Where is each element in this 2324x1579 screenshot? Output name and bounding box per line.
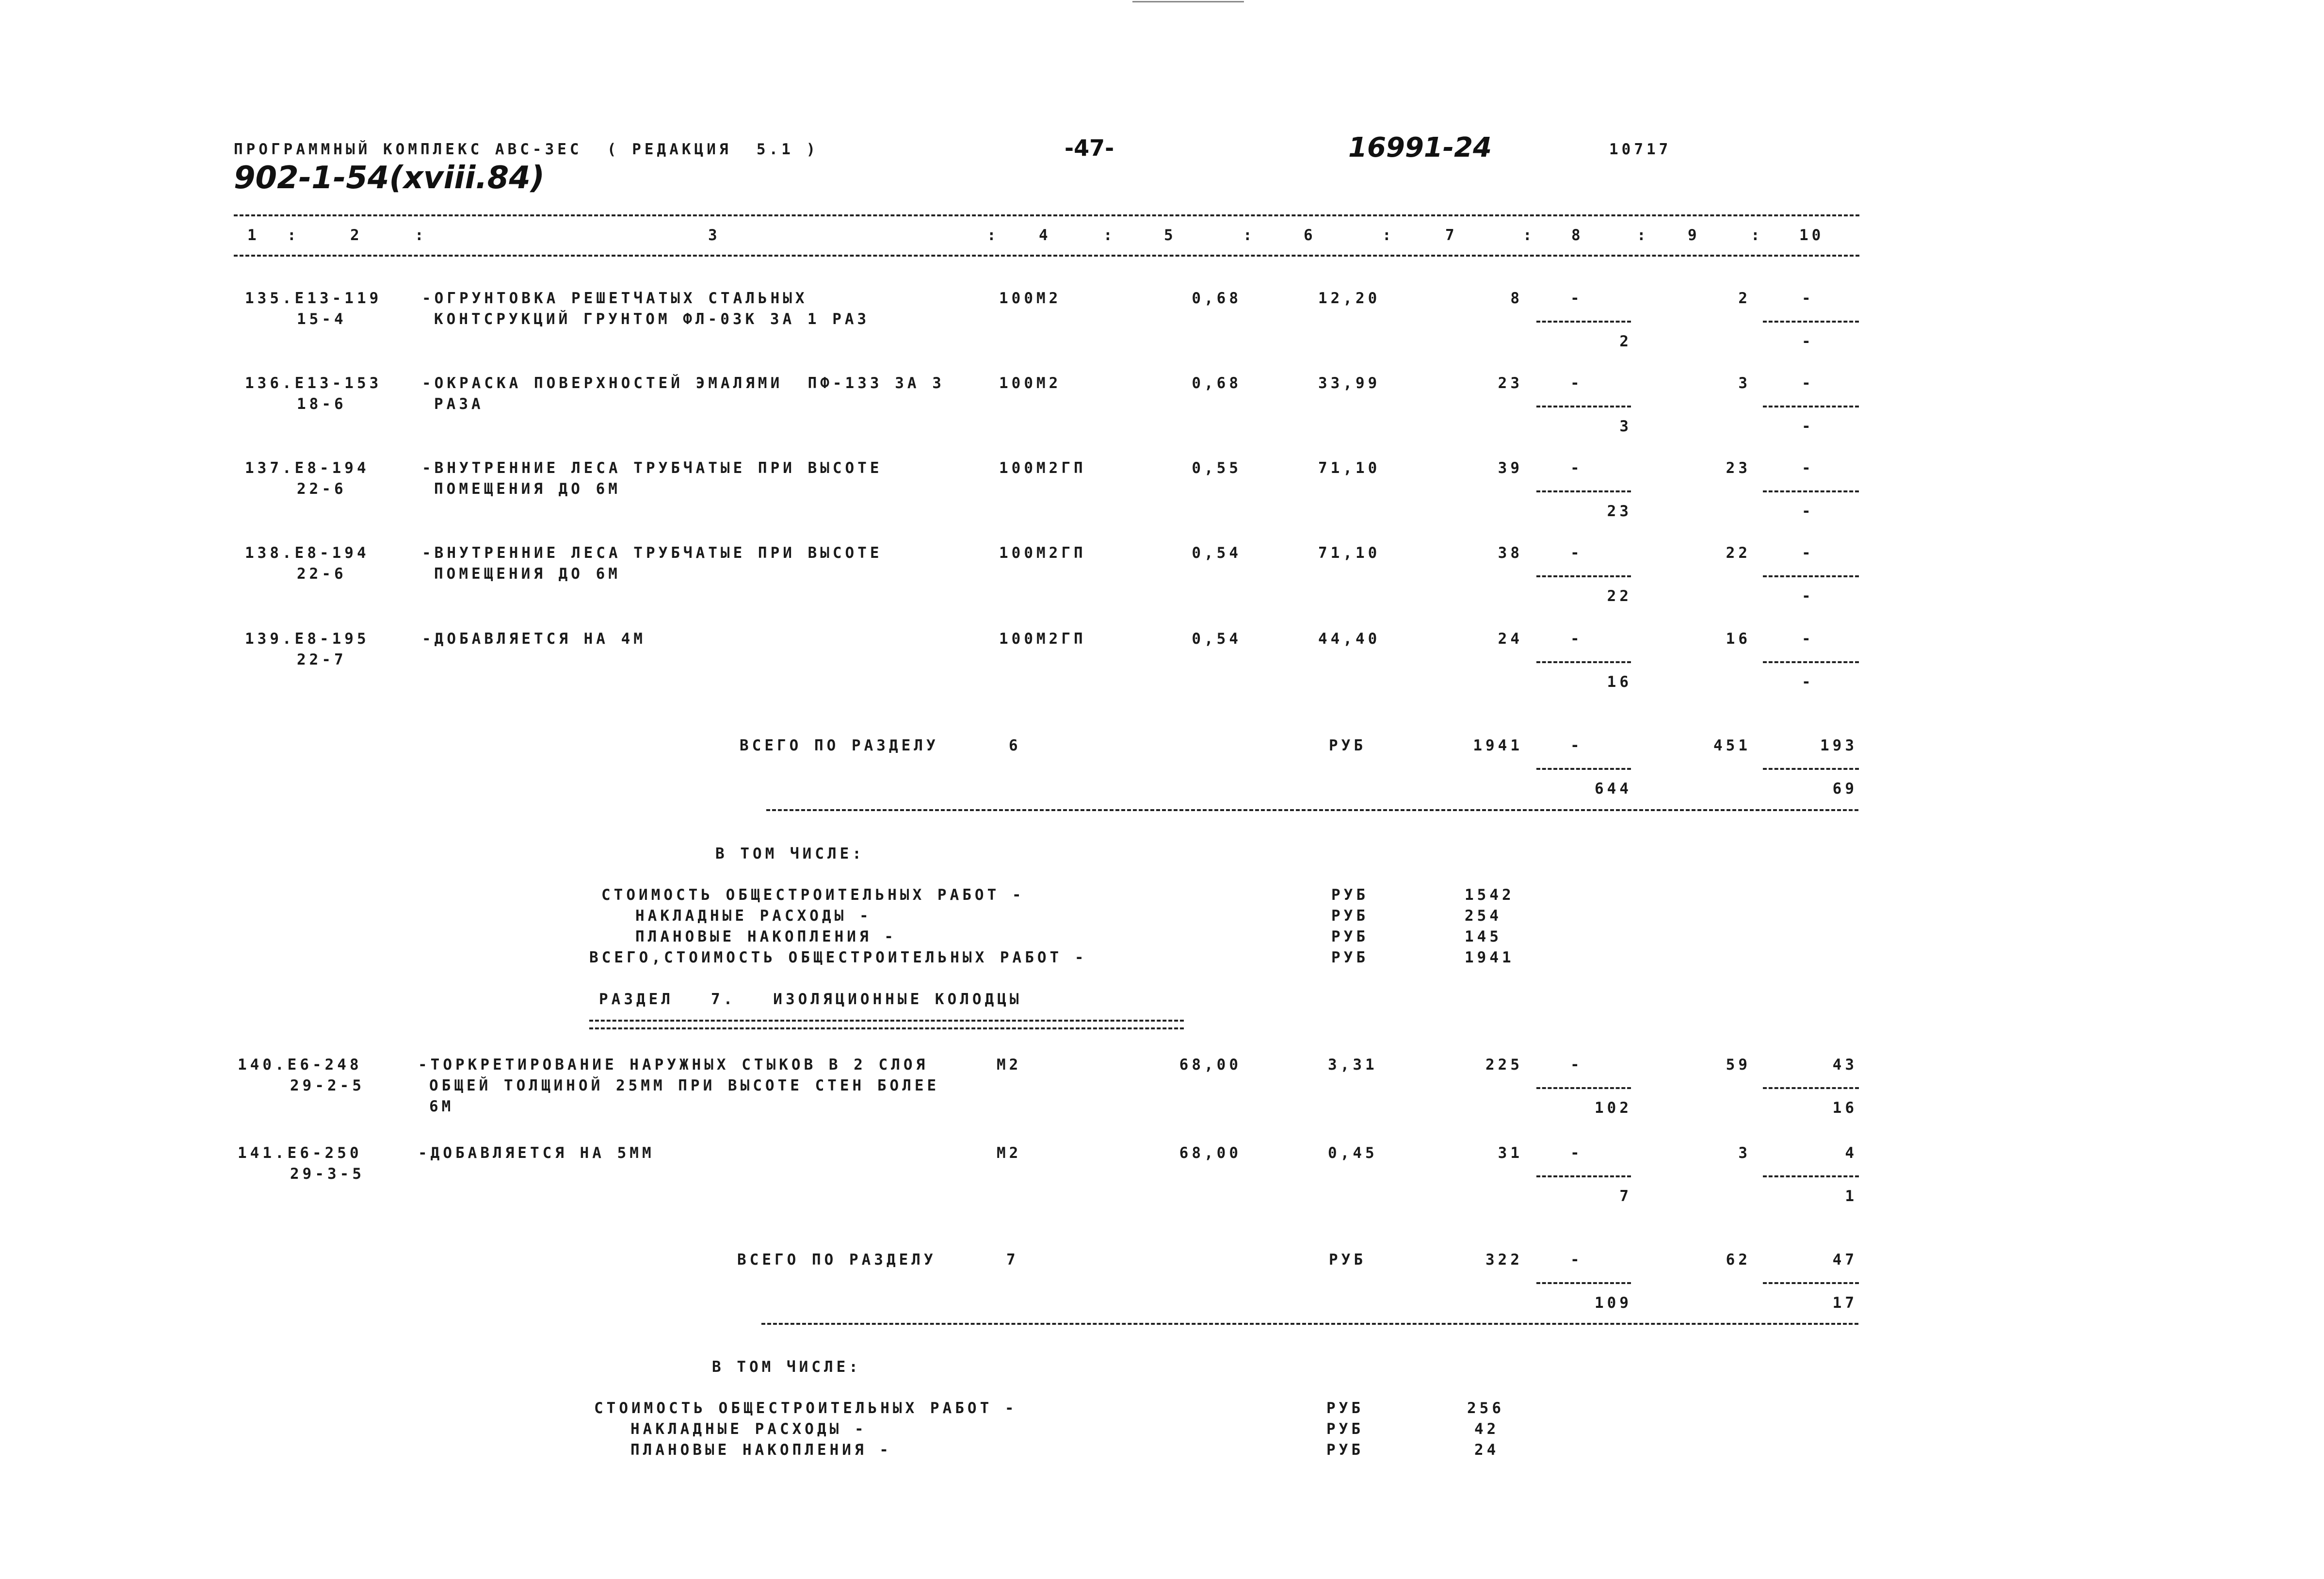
breakdown-title: В ТОМ ЧИСЛЕ: (715, 845, 865, 863)
row-description: -ВНУТРЕННИЕ ЛЕСА ТРУБЧАТЫЕ ПРИ ВЫСОТЕ (422, 459, 883, 477)
breakdown-unit: РУБ (1331, 886, 1369, 904)
row-total: 225 (1485, 1056, 1523, 1074)
row-col8-top: - (1570, 1144, 1583, 1162)
row-unit: М2 (997, 1144, 1022, 1162)
breakdown-unit: РУБ (1331, 928, 1369, 945)
row-description: -ОКРАСКА ПОВЕРХНОСТЕЙ ЭМАЛЯМИ ПФ-133 ЗА 3 (422, 374, 945, 392)
row-col10-bottom: - (1802, 333, 1814, 350)
row-subcode: 22-6 (297, 480, 347, 498)
row-col10-rule (1763, 1087, 1859, 1089)
row-subcode: 29-3-5 (290, 1165, 365, 1183)
total-col10-rule (1763, 1282, 1859, 1284)
row-col8-rule (1536, 1175, 1631, 1177)
row-total: 23 (1498, 374, 1523, 392)
total-col8-bottom: 109 (1595, 1294, 1632, 1312)
row-description: -ОГРУНТОВКА РЕШЕТЧАТЫХ СТАЛЬНЫХ (422, 290, 808, 307)
row-col10-top: - (1802, 630, 1814, 648)
row-col10-bottom: - (1802, 418, 1814, 435)
row-col10-rule (1763, 575, 1859, 577)
breakdown-unit: РУБ (1326, 1420, 1364, 1438)
row-subcode: 18-6 (297, 395, 347, 413)
row-col8-rule (1536, 321, 1631, 323)
row-col9: 59 (1726, 1056, 1751, 1074)
row-unit: М2 (997, 1056, 1022, 1074)
breakdown-value: 254 (1465, 907, 1502, 925)
row-quantity: 0,54 (1192, 544, 1242, 562)
column-header: 4 (1039, 227, 1051, 244)
breakdown-label: НАКЛАДНЫЕ РАСХОДЫ - (630, 1420, 867, 1438)
row-col8-top: - (1570, 630, 1583, 648)
row-col8-bottom: 3 (1619, 418, 1632, 435)
breakdown-title: В ТОМ ЧИСЛЕ: (712, 1358, 861, 1376)
breakdown-unit: РУБ (1331, 907, 1369, 925)
section-separator (761, 1323, 1858, 1325)
row-col9: 2 (1738, 290, 1751, 307)
row-subcode: 22-6 (297, 565, 347, 583)
total-col8-bottom: 644 (1595, 780, 1632, 798)
section-heading: РАЗДЕЛ 7. ИЗОЛЯЦИОННЫЕ КОЛОДЦЫ (599, 991, 1022, 1008)
row-subcode: 29-2-5 (290, 1077, 365, 1094)
row-col8-rule (1536, 490, 1631, 492)
row-col8-top: - (1570, 544, 1583, 562)
row-description: -ВНУТРЕННИЕ ЛЕСА ТРУБЧАТЫЕ ПРИ ВЫСОТЕ (422, 544, 883, 562)
row-unit-price: 12,20 (1318, 290, 1381, 307)
row-description: -ДОБАВЛЯЕТСЯ НА 4М (422, 630, 646, 648)
total-unit: РУБ (1329, 1251, 1366, 1269)
row-quantity: 0,54 (1192, 630, 1242, 648)
row-col10-top: 4 (1845, 1144, 1857, 1162)
handwritten-project-number: 902-1-54(xviii.84) (234, 160, 545, 196)
row-col10-bottom: 16 (1832, 1099, 1857, 1117)
row-quantity: 68,00 (1179, 1056, 1242, 1074)
total-section-number: 6 (1009, 737, 1021, 754)
row-col9: 3 (1738, 374, 1751, 392)
row-col10-bottom: 1 (1845, 1188, 1857, 1205)
row-col8-top: - (1570, 459, 1583, 477)
row-col10-top: - (1802, 290, 1814, 307)
row-col9: 16 (1726, 630, 1751, 648)
row-col9: 3 (1738, 1144, 1751, 1162)
row-col8-top: - (1570, 374, 1583, 392)
row-col10-bottom: - (1802, 503, 1814, 520)
row-quantity: 0,68 (1192, 290, 1242, 307)
row-col8-top: - (1570, 290, 1583, 307)
breakdown-label: ВСЕГО,СТОИМОСТЬ ОБЩЕСТРОИТЕЛЬНЫХ РАБОТ - (589, 949, 1087, 966)
row-description: -ДОБАВЛЯЕТСЯ НА 5ММ (418, 1144, 655, 1162)
program-title: ПРОГРАММНЫЙ КОМПЛЕКС АВС-3ЕС ( РЕДАКЦИЯ 5.1 ) (234, 141, 819, 158)
total-col10-top: 193 (1820, 737, 1857, 754)
header-rule-bottom (234, 255, 1859, 257)
row-col8-rule (1536, 406, 1631, 407)
row-quantity: 68,00 (1179, 1144, 1242, 1162)
total-col8-rule (1536, 1282, 1631, 1284)
column-separator: : (1103, 227, 1116, 244)
breakdown-unit: РУБ (1326, 1400, 1364, 1417)
breakdown-value: 24 (1474, 1441, 1500, 1459)
breakdown-value: 1542 (1465, 886, 1515, 904)
total-col7: 1941 (1473, 737, 1523, 754)
row-col10-top: - (1802, 459, 1814, 477)
row-col8-bottom: 22 (1607, 587, 1632, 605)
breakdown-value: 1941 (1465, 949, 1515, 966)
breakdown-label: СТОИМОСТЬ ОБЩЕСТРОИТЕЛЬНЫХ РАБОТ - (594, 1400, 1017, 1417)
row-col8-bottom: 16 (1607, 673, 1632, 691)
row-description-line2: ОБЩЕЙ ТОЛЩИНОЙ 25ММ ПРИ ВЫСОТЕ СТЕН БОЛЕЕ (429, 1077, 940, 1094)
column-header: 2 (350, 227, 363, 244)
total-col10-top: 47 (1832, 1251, 1857, 1269)
row-total: 38 (1498, 544, 1523, 562)
total-col9: 62 (1726, 1251, 1751, 1269)
row-col9: 22 (1726, 544, 1751, 562)
section-separator (766, 809, 1858, 811)
column-separator: : (1382, 227, 1395, 244)
column-header: 8 (1571, 227, 1584, 244)
row-unit-price: 71,10 (1318, 459, 1381, 477)
row-number: 137.Е8-194 (245, 459, 370, 477)
row-unit-price: 3,31 (1328, 1056, 1378, 1074)
breakdown-unit: РУБ (1326, 1441, 1364, 1459)
row-col8-bottom: 23 (1607, 503, 1632, 520)
row-total: 31 (1498, 1144, 1523, 1162)
total-col7: 322 (1485, 1251, 1523, 1269)
column-header: 9 (1688, 227, 1700, 244)
column-header: 5 (1164, 227, 1177, 244)
row-col8-top: - (1570, 1056, 1583, 1074)
row-number: 136.Е13-153 (245, 374, 382, 392)
column-separator: : (415, 227, 427, 244)
column-separator: : (1243, 227, 1256, 244)
row-subcode: 15-4 (297, 310, 347, 328)
row-col10-rule (1763, 321, 1859, 323)
row-unit-price: 71,10 (1318, 544, 1381, 562)
row-quantity: 0,68 (1192, 374, 1242, 392)
scan-edge-line (1132, 1, 1244, 2)
row-description: -ТОРКРЕТИРОВАНИЕ НАРУЖНЫХ СТЫКОВ В 2 СЛОЯ (418, 1056, 929, 1074)
total-label: ВСЕГО ПО РАЗДЕЛУ (737, 1251, 936, 1269)
column-header: 10 (1799, 227, 1824, 244)
column-header: 3 (708, 227, 721, 244)
row-number: 139.Е8-195 (245, 630, 370, 648)
section-heading-underline (589, 1020, 1184, 1029)
row-unit-price: 44,40 (1318, 630, 1381, 648)
row-col10-top: 43 (1832, 1056, 1857, 1074)
row-description-line2: КОНТСРУКЦИЙ ГРУНТОМ ФЛ-03К ЗА 1 РАЗ (434, 310, 870, 328)
column-header: 7 (1445, 227, 1458, 244)
total-col8-rule (1536, 768, 1631, 770)
total-col8-top: - (1570, 1251, 1583, 1269)
row-col10-rule (1763, 1175, 1859, 1177)
column-separator: : (1637, 227, 1649, 244)
column-header: 1 (247, 227, 260, 244)
row-unit: 100М2 (999, 374, 1062, 392)
total-col9: 451 (1713, 737, 1751, 754)
breakdown-value: 145 (1465, 928, 1502, 945)
row-number: 135.Е13-119 (245, 290, 382, 307)
total-col10-bottom: 17 (1832, 1294, 1857, 1312)
column-separator: : (1751, 227, 1763, 244)
row-number: 140.Е6-248 (238, 1056, 362, 1074)
breakdown-label: ПЛАНОВЫЕ НАКОПЛЕНИЯ - (630, 1441, 892, 1459)
row-col10-top: - (1802, 374, 1814, 392)
row-total: 24 (1498, 630, 1523, 648)
breakdown-value: 42 (1474, 1420, 1500, 1438)
row-col8-bottom: 7 (1619, 1188, 1632, 1205)
row-unit: 100М2ГП (999, 459, 1086, 477)
row-col10-bottom: - (1802, 587, 1814, 605)
row-description-line2: РАЗА (434, 395, 484, 413)
row-total: 8 (1510, 290, 1523, 307)
row-col8-rule (1536, 575, 1631, 577)
page-number: -47- (1065, 135, 1114, 161)
row-subcode: 22-7 (297, 651, 347, 668)
total-unit: РУБ (1329, 737, 1366, 754)
column-separator: : (1523, 227, 1535, 244)
breakdown-value: 256 (1467, 1400, 1504, 1417)
row-col8-bottom: 102 (1595, 1099, 1632, 1117)
total-col10-bottom: 69 (1832, 780, 1857, 798)
row-unit-price: 33,99 (1318, 374, 1381, 392)
column-header: 6 (1304, 227, 1316, 244)
row-unit: 100М2 (999, 290, 1062, 307)
header-rule-top (234, 214, 1859, 216)
row-col9: 23 (1726, 459, 1751, 477)
row-unit-price: 0,45 (1328, 1144, 1378, 1162)
row-col8-rule (1536, 1087, 1631, 1089)
row-description-line3: 6М (429, 1098, 454, 1115)
total-col8-top: - (1570, 737, 1583, 754)
breakdown-label: НАКЛАДНЫЕ РАСХОДЫ - (635, 907, 872, 925)
column-separator: : (287, 227, 300, 244)
breakdown-label: ПЛАНОВЫЕ НАКОПЛЕНИЯ - (635, 928, 897, 945)
row-col10-bottom: - (1802, 673, 1814, 691)
row-quantity: 0,55 (1192, 459, 1242, 477)
total-col10-rule (1763, 768, 1859, 770)
total-label: ВСЕГО ПО РАЗДЕЛУ (740, 737, 939, 754)
row-col10-rule (1763, 406, 1859, 407)
row-description-line2: ПОМЕЩЕНИЯ ДО 6М (434, 565, 621, 583)
row-total: 39 (1498, 459, 1523, 477)
breakdown-unit: РУБ (1331, 949, 1369, 966)
row-col8-bottom: 2 (1619, 333, 1632, 350)
row-description-line2: ПОМЕЩЕНИЯ ДО 6М (434, 480, 621, 498)
row-number: 141.Е6-250 (238, 1144, 362, 1162)
document-code: 10717 (1609, 141, 1672, 158)
breakdown-label: СТОИМОСТЬ ОБЩЕСТРОИТЕЛЬНЫХ РАБОТ - (601, 886, 1025, 904)
column-separator: : (987, 227, 1000, 244)
row-unit: 100М2ГП (999, 544, 1086, 562)
row-number: 138.Е8-194 (245, 544, 370, 562)
row-col10-rule (1763, 490, 1859, 492)
handwritten-document-number: 16991-24 (1348, 132, 1492, 163)
row-col10-rule (1763, 661, 1859, 663)
row-col8-rule (1536, 661, 1631, 663)
row-col10-top: - (1802, 544, 1814, 562)
total-section-number: 7 (1006, 1251, 1019, 1269)
row-unit: 100М2ГП (999, 630, 1086, 648)
